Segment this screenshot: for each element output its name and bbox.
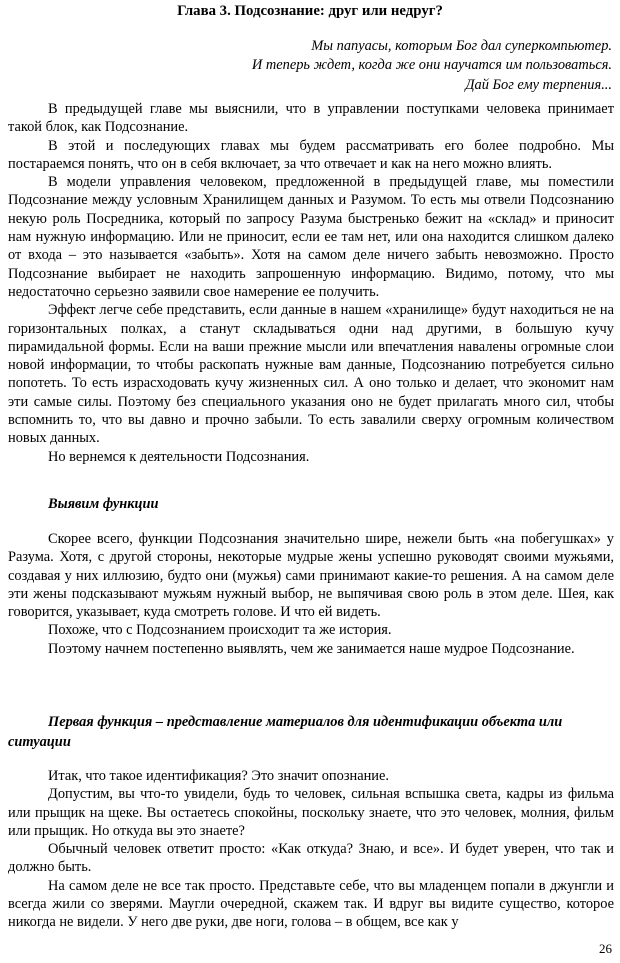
epigraph [252,37,612,95]
intro-block [8,100,614,466]
epigraph-line: И теперь ждет, когда же они научатся им пользоваться. [251,57,612,74]
paragraph: В этой и последующих главах мы будем рассматривать его более подробно. Мы постараемся понять, что он в себя включает, за что отвечает и как на него можно влиять. [8,137,614,172]
paragraph: Итак, что такое идентификация? Это значит опознание. [48,768,389,784]
paragraph: Эффект легче себе представить, если данные в нашем «хранилище» будут находиться не на горизонтальных полках, а станут складываться одни над другими, в большую кучу пирамидальной формы. Если на ваши прежние мысли или впечатления навалены огромные слои новой информации, то чтобы раскопать нужные вам данные, Подсознанию потребуется сильно попотеть. То есть израсходовать кучу жизненных сил. А оно только и делает, что экономит нам эти самые силы. Поэтому без специального указания оно не будет прилагать много сил, чтобы вспомнить то, что вы давно и прочно забыли. То есть завалили сверху огромным количеством новых данных. [8,302,614,447]
page-number: 26 [599,941,612,956]
paragraph: Скорее всего, функции Подсознания значительно шире, нежели быть «на побегушках» у Разума. Хотя, с другой стороны, некоторые мудрые жены успешно руководят своими мужьями, создавая у них иллюзию, будто они (мужья) сами принимают какие-то решения. А на самом деле эти жены подсказывают мужьям нужный выбор, не выпячивая свою роль в этом деле. Шея, как говорится, указывает, куда смотреть голове. И что ей видеть. [8,531,614,621]
paragraph: В модели управления человеком, предложенной в предыдущей главе, мы поместили Подсознание между условным Хранилищем данных и Разумом. То есть мы отвели Подсознанию некую роль Посредника, который по запросу Разума быстренько бежит на «склад» и приносит нам нужную информацию. Или не приносит, если ее там нет, или она находится слишком далеко от входа – это называется «забыть». Хотя на самом деле ничего забыть невозможно. Просто Подсознание выбирает не находить запрошенную информацию. Видимо, потому, что мы недостаточно серьезно заявили свое намерение ее получить. [8,174,614,300]
paragraph: Похоже, что с Подсознанием происходит та же история. [48,622,392,639]
section2-block [8,767,614,932]
section-heading: Первая функция – представление материалов для идентификации объекта или ситуации [8,714,563,750]
epigraph-line: Дай Бог ему терпения... [465,76,612,93]
paragraph: Допустим, вы что-то увидели, будь то человек, сильная вспышка света, кадры из фильма или прыщик на щеке. Вы остаетесь спокойны, поскольку знаете, что это человек, молния, фильм или прыщик. Но откуда вы это знаете? [8,786,614,839]
paragraph: В предыдущей главе мы выяснили, что в управлении поступками человека принимает такой блок, как Подсознание. [8,101,614,136]
paragraph: Но вернемся к деятельности Подсознания. [48,448,310,465]
chapter-title: Глава 3. Подсознание: друг или недруг? [177,3,443,19]
paragraph: Обычный человек ответит просто: «Как откуда? Знаю, и все». И будет уверен, что так и должно быть. [8,841,614,876]
paragraph: Поэтому начнем постепенно выявлять, чем же занимается наше мудрое Подсознание. [48,640,575,657]
section-heading: Выявим функции [48,496,159,512]
section1-block [8,530,614,658]
paragraph: На самом деле не все так просто. Представьте себе, что вы младенцем попали в джунгли и всегда жили со зверями. Маугли очередной, скажем так. И вдруг вы видите существо, которое никогда не видели. У него две руки, две ноги, голова – в общем, все как у [8,877,614,931]
epigraph-line: Мы папуасы, которым Бог дал суперкомпьютер. [311,38,612,54]
